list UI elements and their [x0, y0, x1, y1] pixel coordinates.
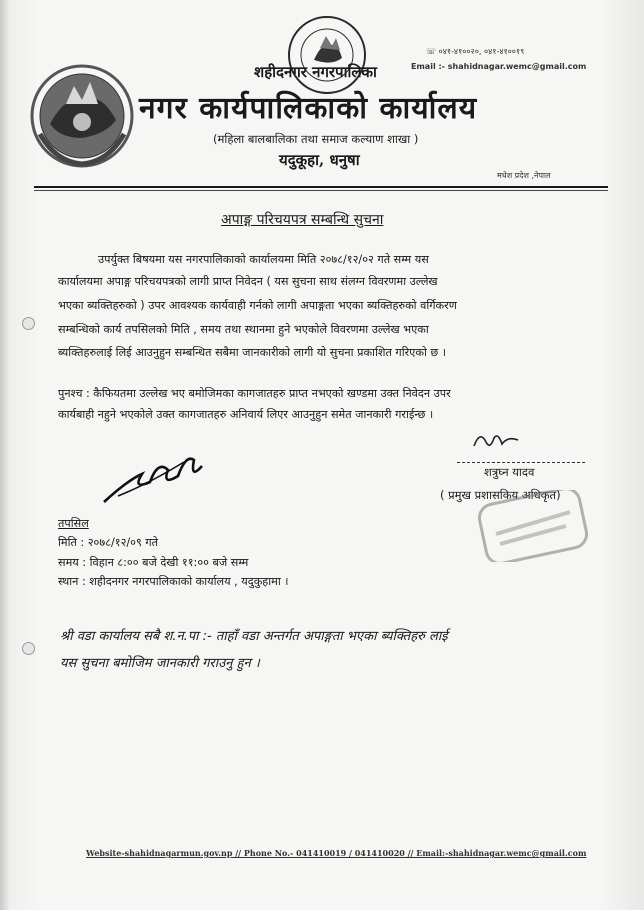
notice-para1-line1: उपर्युक्त बिषयमा यस नगरपालिकाको कार्यालयमा मिति २०७८/१२/०२ गते सम्म यस — [98, 253, 429, 266]
branch-name: (महिला बालबालिका तथा समाज कल्याण शाखा ) — [213, 132, 419, 146]
schedule-place: स्थान : शहीदनगर नगरपालिकाको कार्यालय , यदुकुहामा । — [58, 575, 289, 588]
contact-email: Email :- shahidnagar.wemc@gmail.com — [411, 62, 587, 71]
schedule-time: समय : विहान ८:०० बजे देखी ११:०० बजे सम्म — [58, 556, 249, 569]
signatory-designation: ( प्रमुख प्रशासकिय अधिकृत) — [440, 488, 561, 502]
notice-para2-line2: कार्यबाही नहुने भएकोले उक्त कागजातहरु अनिवार्य लिएर आउनुहुन समेत जानकारी गराईन्छ । — [58, 408, 434, 421]
office-title: नगर कार्यपालिकाको कार्यालय — [139, 91, 478, 126]
notice-para1-line5: ब्यक्तिहरुलाई लिई आउनुहुन सम्बन्धित सबैमा जानकारीको लागी यो सुचना प्रकाशित गरिएको छ । — [58, 346, 447, 359]
government-emblem-icon — [26, 64, 138, 168]
notice-title: अपाङ्ग परिचयपत्र सम्बन्धि सुचना — [221, 212, 384, 228]
schedule-date: मिति : २०७८/१२/०९ गते — [58, 536, 159, 549]
left-signature-icon — [98, 440, 208, 510]
municipality-name: शहीदनगर नगरपालिका — [254, 63, 377, 81]
header-divider-thin — [34, 190, 608, 191]
office-stamp-icon — [286, 14, 368, 96]
notice-para1-line4: सम्बन्धिको कार्य तपसिलको मिति , समय तथा स्थानमा हुने भएकोले विवरणमा उल्लेख भएका — [58, 323, 429, 336]
notice-para1-line3: भएका ब्यक्तिहरुको ) उपर आवश्यक कार्यवाही गर्नको लागी अपाङ्गता भएका ब्यक्तिहरुको वर्गिकरण — [58, 299, 457, 312]
notice-para2-line1: पुनश्च : कैफियतमा उल्लेख भए बमोजिमका कागजातहरु प्राप्त नभएको खण्डमा उक्त निवेदन उपर — [58, 387, 451, 400]
handwritten-note-line2: यस सुचना बमोजिम जानकारी गराउनु हुन । — [60, 656, 260, 671]
schedule-label: तपसिल — [58, 517, 89, 530]
officer-signature-icon — [472, 428, 520, 454]
notice-para1-line2: कार्यालयमा अपाङ्ग परिचयपत्रको लागी प्राप्त निवेदन ( यस सुचना साथ संलग्न विवरणमा उल्लेख — [58, 275, 438, 288]
handwritten-note-line1: श्री वडा कार्यालय सबै श.न.पा :- ताहाँ वडा अन्तर्गत अपाङ्गता भएका ब्यक्तिहरु लाई — [60, 629, 448, 644]
contact-phone: ☏ ०४१-४१००२०, ०४१-४१००१९ — [426, 47, 525, 56]
approval-stamp-icon — [478, 490, 588, 562]
office-location: यदुकूहा, धनुषा — [279, 151, 360, 169]
footer-contact: Website-shahidnagarmun.gov.np // Phone No.- 041410019 / 041410020 // Email:-shahidnagar.wemc@gmail.com — [86, 848, 587, 858]
signatory-name: शत्रुघ्न यादव — [484, 465, 535, 479]
header-divider — [34, 186, 608, 188]
signature-line — [457, 462, 585, 463]
binding-hole-top — [22, 317, 35, 330]
binding-hole-bottom — [22, 642, 35, 655]
province-name: मधेश प्रदेश ,नेपाल — [497, 171, 551, 180]
